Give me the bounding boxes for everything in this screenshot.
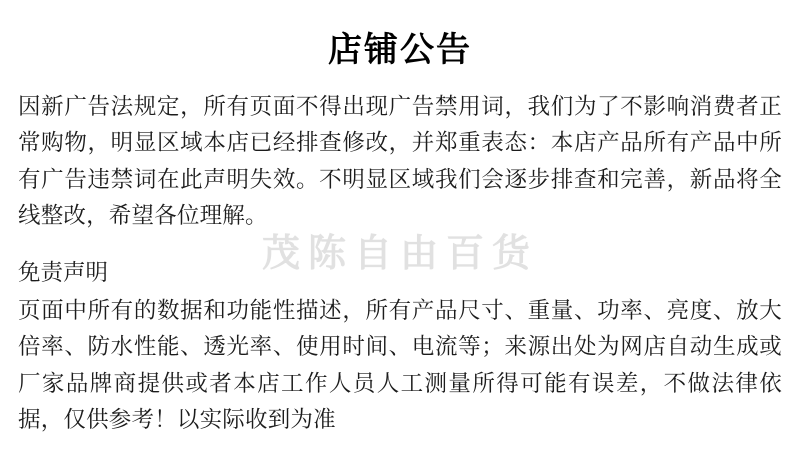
page-title: 店铺公告 xyxy=(328,31,472,69)
watermark-text: 茂陈自由百货 xyxy=(261,233,538,275)
section-spacer xyxy=(18,239,782,255)
disclaimer-heading: 免责声明 xyxy=(18,259,109,285)
content-container xyxy=(18,30,782,439)
disclaimer-paragraph: 页面中所有的数据和功能性描述，所有产品尺寸、重量、功率、亮度、放大倍率、防水性能、透光率、使用时间、电流等；来源出处为网店自动生成或厂家品牌商提供或者本店工作人员人工测量所得可能有误差，不做法律依据，仅供参考！以实际收到为准 xyxy=(18,297,782,433)
announcement-paragraph: 因新广告法规定，所有页面不得出现广告禁用词，我们为了不影响消费者正常购物，明显区域本店已经排查修改，并郑重表态：本店产品所有产品中所有广告违禁词在此声明失效。不明显区域我们会逐步排查和完善，新品将全线整改，希望各位理解。 xyxy=(18,93,782,229)
disclaimer-body xyxy=(18,293,782,439)
announcement-body xyxy=(18,89,782,235)
